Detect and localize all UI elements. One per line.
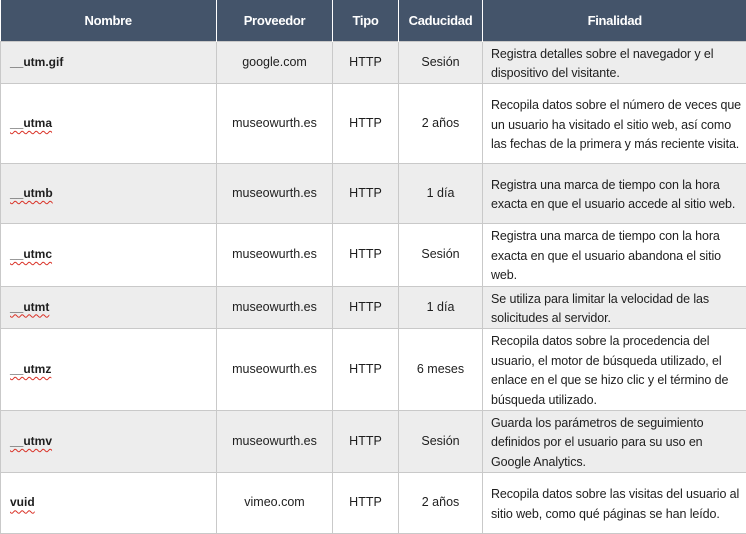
provider-cell: museowurth.es: [217, 164, 333, 224]
cookie-name-cell: [1, 41, 217, 84]
provider-cell: google.com: [217, 41, 333, 84]
expiry-cell: 1 día: [399, 164, 483, 224]
purpose-text: Se utiliza para limitar la velocidad de las solicitudes al servidor.: [491, 287, 742, 329]
type-cell: HTTP: [333, 329, 399, 411]
provider-cell: museowurth.es: [217, 84, 333, 164]
table-row: [1, 164, 746, 224]
purpose-cell: [483, 224, 746, 286]
expiry-cell: Sesión: [399, 224, 483, 286]
type-cell: HTTP: [333, 84, 399, 164]
type-cell: HTTP: [333, 41, 399, 84]
cookie-name-cell: [1, 164, 217, 224]
table-body: [1, 41, 746, 534]
cookie-name-cell: [1, 84, 217, 164]
cookie-name: vuid: [10, 495, 35, 509]
table-row: [1, 473, 746, 534]
purpose-cell: [483, 329, 746, 411]
cookie-name: __utm.gif: [10, 55, 63, 69]
type-cell: HTTP: [333, 473, 399, 534]
cookie-name-cell: [1, 329, 217, 411]
expiry-cell: 6 meses: [399, 329, 483, 411]
purpose-cell: [483, 84, 746, 164]
purpose-cell: [483, 41, 746, 84]
purpose-text: Registra una marca de tiempo con la hora exacta en que el usuario accede al sitio web.: [491, 173, 742, 215]
type-cell: HTTP: [333, 286, 399, 329]
header-finalidad: Finalidad: [483, 0, 746, 41]
header-row: [1, 0, 746, 41]
expiry-cell: 1 día: [399, 286, 483, 329]
cookie-name-cell: [1, 224, 217, 286]
header-caducidad: Caducidad: [399, 0, 483, 41]
cookie-name-cell: [1, 410, 217, 472]
purpose-text: Recopila datos sobre la procedencia del usuario, el motor de búsqueda utilizado, el enlace en el que se hizo clic y el término de búsqueda utilizado.: [491, 329, 742, 410]
provider-cell: museowurth.es: [217, 286, 333, 329]
purpose-text: Registra una marca de tiempo con la hora exacta en que el usuario abandona el sitio web.: [491, 224, 742, 285]
provider-cell: museowurth.es: [217, 410, 333, 472]
expiry-cell: 2 años: [399, 84, 483, 164]
type-cell: HTTP: [333, 224, 399, 286]
purpose-cell: [483, 473, 746, 534]
cookie-name: __utma: [10, 116, 52, 130]
cookie-name: __utmz: [10, 362, 51, 376]
table-row: [1, 41, 746, 84]
purpose-text: Recopila datos sobre las visitas del usuario al sitio web, como qué páginas se han leído.: [491, 482, 742, 524]
table-row: [1, 329, 746, 411]
provider-cell: museowurth.es: [217, 329, 333, 411]
cookie-name: __utmb: [10, 186, 53, 200]
expiry-cell: 2 años: [399, 473, 483, 534]
cookie-name-cell: [1, 473, 217, 534]
type-cell: HTTP: [333, 164, 399, 224]
provider-cell: vimeo.com: [217, 473, 333, 534]
type-cell: HTTP: [333, 410, 399, 472]
provider-cell: museowurth.es: [217, 224, 333, 286]
cookie-name: __utmv: [10, 434, 52, 448]
purpose-text: Recopila datos sobre el número de veces que un usuario ha visitado el sitio web, así como las fechas de la primera y más reciente visita.: [491, 93, 742, 154]
table-row: [1, 410, 746, 472]
purpose-cell: [483, 410, 746, 472]
purpose-text: Guarda los parámetros de seguimiento definidos por el usuario para su uso en Google Analytics.: [491, 411, 742, 472]
table-row: [1, 84, 746, 164]
expiry-cell: Sesión: [399, 410, 483, 472]
table-header: [1, 0, 746, 41]
purpose-cell: [483, 286, 746, 329]
purpose-cell: [483, 164, 746, 224]
header-proveedor: Proveedor: [217, 0, 333, 41]
header-tipo: Tipo: [333, 0, 399, 41]
table-row: [1, 224, 746, 286]
cookie-name: __utmt: [10, 300, 49, 314]
cookie-name-cell: [1, 286, 217, 329]
header-nombre: Nombre: [1, 0, 217, 41]
purpose-text: Registra detalles sobre el navegador y el dispositivo del visitante.: [491, 42, 742, 84]
cookie-name: __utmc: [10, 247, 52, 261]
expiry-cell: Sesión: [399, 41, 483, 84]
table-row: [1, 286, 746, 329]
